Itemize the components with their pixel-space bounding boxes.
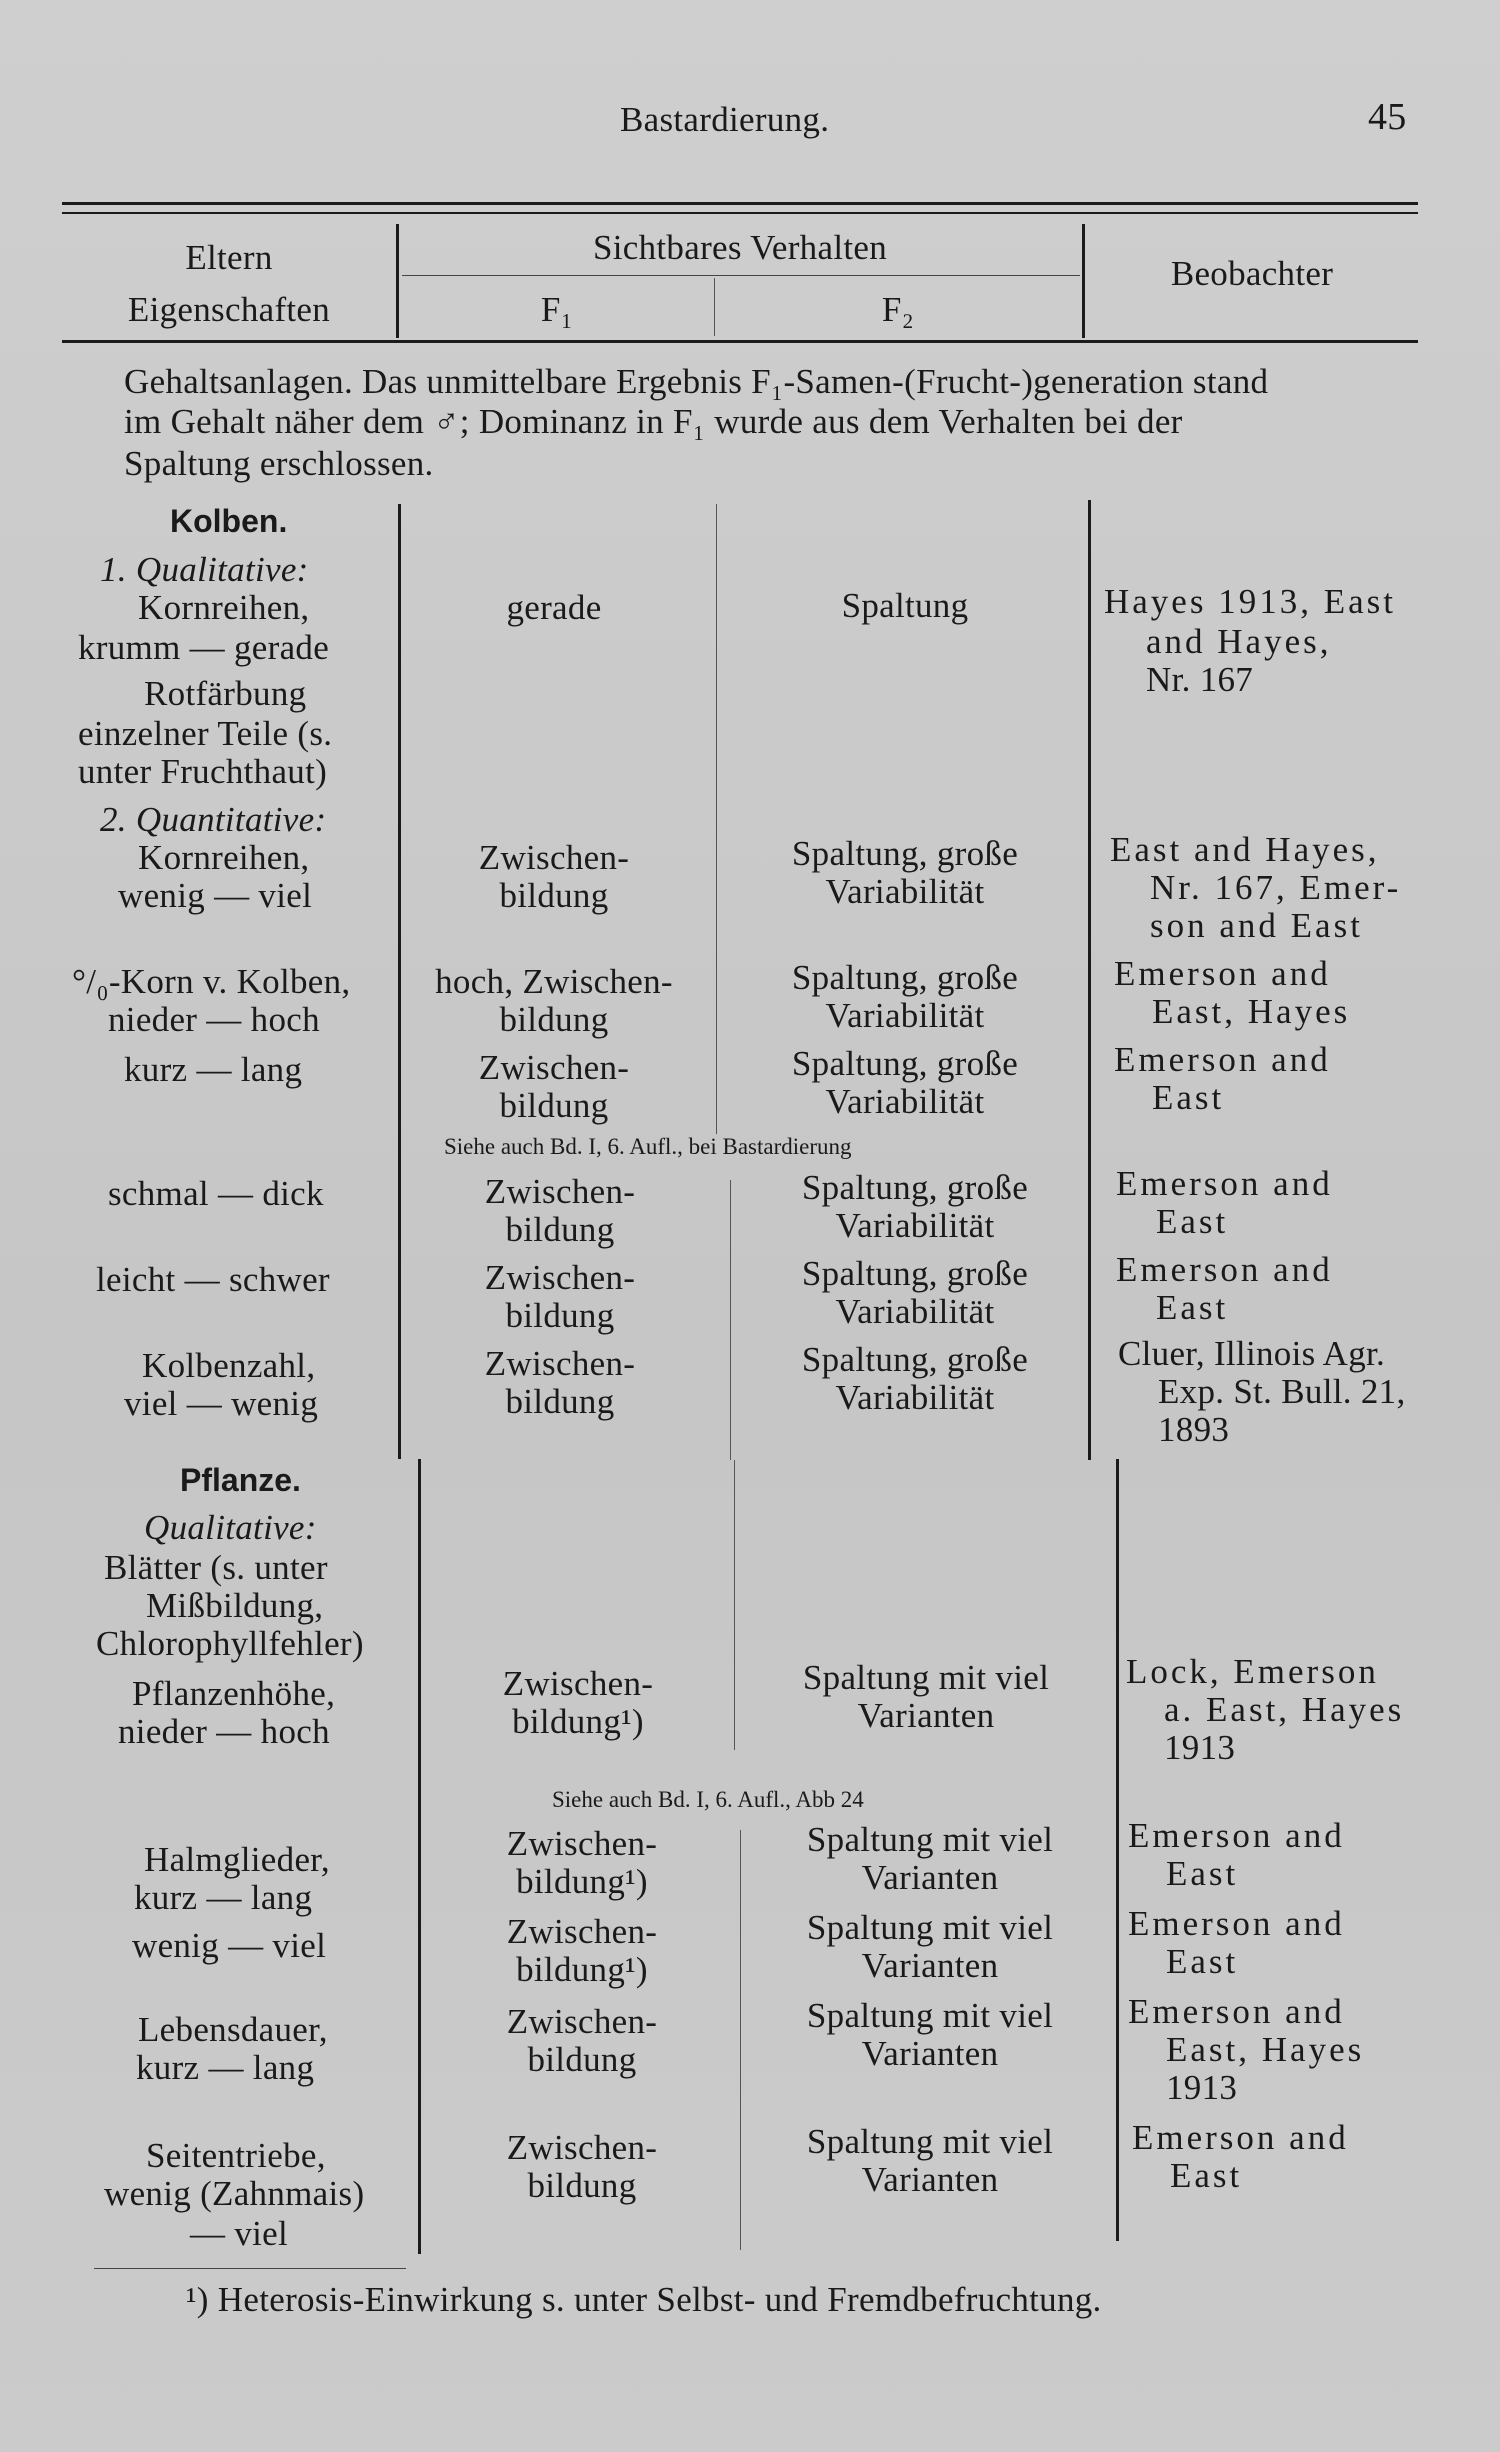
f2-text: Variabilität [835,1378,995,1417]
f2-text: Spaltung, große [791,958,1019,997]
f2-text: Spaltung, große [791,1044,1019,1083]
trait-text: wenig — viel [132,1926,327,1965]
f1-text: Zwischen- [506,2128,658,2167]
kolben-quantitative-label: 2. Quantitative: [100,800,327,839]
kolben-qualitative-label: 1. Qualitative: [100,550,309,589]
section-heading-kolben: Kolben. [170,503,288,539]
obs-text: East and Hayes, [1110,830,1380,869]
table-top-rule [62,202,1418,205]
intro-line-2: im Gehalt näher dem ♂; Dominanz in F₁ wurde aus dem Verhalten bei der [124,402,1183,441]
f2-text: Spaltung mit viel [806,1908,1054,1947]
head-f2: F₂ [881,290,915,329]
trait-text: Pflanzenhöhe, [132,1674,336,1713]
obs-text: 1893 [1158,1410,1230,1449]
col-rule-f1-top [716,504,717,1134]
trait-text: Halmglieder, [144,1840,330,1879]
f1-text: bildung [505,1296,615,1335]
obs-text: 1913 [1166,2068,1238,2107]
trait-text: °/₀-Korn v. Kolben, [72,962,351,1001]
trait-text: viel — wenig [124,1384,319,1423]
col-rule-obs-2 [1116,1459,1119,2241]
f2-text: Variabilität [835,1206,995,1245]
f1-text: Zwischen- [484,1172,636,1211]
trait-text: Kolbenzahl, [142,1346,316,1385]
obs-text: Emerson and [1114,954,1331,993]
f2-text: Varianten [861,2034,999,2073]
f1-text: bildung¹) [512,1702,644,1741]
f2-text: Spaltung mit viel [806,1996,1054,2035]
obs-text: Emerson and [1128,1816,1345,1855]
col-rule-f1-low [734,1460,735,1750]
f1-text: bildung [505,1210,615,1249]
f2-text: Varianten [861,2160,999,2199]
col-rule-trait-2 [418,1459,421,2254]
col-rule-trait [398,504,401,1459]
f2-text: Spaltung mit viel [806,2122,1054,2161]
table-top-rule-2 [62,212,1418,214]
f2-text: Spaltung mit viel [806,1820,1054,1859]
trait-text: nieder — hoch [118,1712,330,1751]
obs-text: Nr. 167 [1146,660,1254,699]
f1-text: Zwischen- [484,1258,636,1297]
obs-text: East [1156,1202,1229,1241]
obs-text: Exp. St. Bull. 21, [1158,1372,1406,1411]
intro-line-1: Gehaltsanlagen. Das unmittelbare Ergebnis F₁-Samen-(Frucht-)generation stand [124,362,1269,401]
trait-text: wenig (Zahnmais) [104,2174,365,2213]
obs-text: and Hayes, [1146,622,1332,661]
obs-text: Lock, Emerson [1126,1652,1379,1691]
trait-text: Kornreihen, [138,588,310,627]
f2-text: Varianten [857,1696,995,1735]
f1-text: Zwischen- [478,838,630,877]
trait-text: Blätter (s. unter [104,1548,328,1587]
footnote-rule [94,2268,406,2269]
head-subrule [402,275,1080,276]
obs-text: East [1156,1288,1229,1327]
f2-text: Variabilität [825,872,985,911]
trait-text: leicht — schwer [96,1260,330,1299]
head-parents-line1: Eltern [185,238,273,277]
section-heading-pflanze: Pflanze. [180,1462,301,1498]
f1-text: Zwischen- [484,1344,636,1383]
obs-text: East [1170,2156,1243,2195]
f1-text: bildung [527,2166,637,2205]
obs-text: Emerson and [1116,1250,1333,1289]
obs-text: Cluer, Illinois Agr. [1118,1334,1386,1373]
obs-text: East, Hayes [1152,992,1351,1031]
trait-text: schmal — dick [108,1174,324,1213]
f2-text: Spaltung, große [801,1254,1029,1293]
footnote: ¹) Heterosis-Einwirkung s. unter Selbst- und Fremdbefruchtung. [186,2280,1102,2319]
head-observer: Beobachter [1170,254,1334,293]
head-visible-behavior: Sichtbares Verhalten [592,228,887,267]
f2-text: Spaltung, große [801,1340,1029,1379]
trait-text: Chlorophyllfehler) [96,1624,364,1663]
obs-text: Emerson and [1128,1904,1345,1943]
f2-text: Spaltung, große [801,1168,1029,1207]
trait-text: einzelner Teile (s. [78,714,333,753]
head-divider-1 [396,224,399,338]
f1-text: bildung¹) [516,1950,648,1989]
head-f1: F₁ [540,290,574,329]
f1-text: gerade [506,588,602,627]
obs-text: Emerson and [1132,2118,1349,2157]
obs-text: East [1152,1078,1225,1117]
f2-text: Spaltung mit viel [802,1658,1050,1697]
trait-text: nieder — hoch [108,1000,320,1039]
trait-text: kurz — lang [134,1878,313,1917]
f2-text: Variabilität [825,1082,985,1121]
head-parents-line2: Eigenschaften [127,290,331,329]
trait-text: wenig — viel [118,876,313,915]
obs-text: Emerson and [1128,1992,1345,2031]
running-title: Bastardierung. [620,100,830,139]
trait-text: Mißbildung, [146,1586,324,1625]
trait-text: Seitentriebe, [146,2136,326,2175]
obs-text: 1913 [1164,1728,1236,1767]
f2-text: Varianten [861,1946,999,1985]
f2-text: Varianten [861,1858,999,1897]
trait-text: krumm — gerade [78,628,330,667]
f1-text: Zwischen- [506,2002,658,2041]
page-number: 45 [1368,96,1407,138]
trait-text: kurz — lang [124,1050,303,1089]
trait-text: Kornreihen, [138,838,310,877]
table-head-bottom-rule [62,340,1418,343]
obs-text: East [1166,1942,1239,1981]
f1-text: bildung [499,876,609,915]
obs-text: a. East, Hayes [1164,1690,1405,1729]
f1-text: bildung [527,2040,637,2079]
f1-text: Zwischen- [506,1912,658,1951]
obs-text: East [1166,1854,1239,1893]
head-divider-3 [1082,224,1085,338]
f1-text: bildung¹) [516,1862,648,1901]
f1-text: Zwischen- [478,1048,630,1087]
obs-text: Nr. 167, Emer- [1150,868,1402,907]
f1-text: hoch, Zwischen- [435,962,673,1001]
trait-text: Lebensdauer, [138,2010,328,2049]
f1-text: bildung [499,1000,609,1039]
obs-text: Hayes 1913, East [1104,582,1396,621]
obs-text: son and East [1150,906,1363,945]
f1-text: Zwischen- [506,1824,658,1863]
f2-text: Variabilität [835,1292,995,1331]
obs-text: Emerson and [1114,1040,1331,1079]
col-rule-f1-bottom [740,1830,741,2250]
col-rule-f1-mid [730,1180,731,1460]
cross-reference-note: Siehe auch Bd. I, 6. Aufl., bei Bastardierung [444,1134,852,1159]
f2-text: Spaltung [841,586,969,625]
trait-text: kurz — lang [136,2048,315,2087]
trait-text: unter Fruchthaut) [78,752,328,791]
f2-text: Spaltung, große [791,834,1019,873]
cross-reference-note: Siehe auch Bd. I, 6. Aufl., Abb 24 [552,1787,864,1812]
f2-text: Variabilität [825,996,985,1035]
trait-text: — viel [190,2214,289,2253]
col-rule-obs [1088,500,1091,1460]
obs-text: East, Hayes [1166,2030,1365,2069]
intro-line-3: Spaltung erschlossen. [124,444,434,483]
obs-text: Emerson and [1116,1164,1333,1203]
f1-text: Zwischen- [502,1664,654,1703]
head-divider-2 [714,278,715,336]
f1-text: bildung [499,1086,609,1125]
f1-text: bildung [505,1382,615,1421]
trait-text: Rotfärbung [144,674,307,713]
pflanze-qualitative-label: Qualitative: [144,1508,317,1547]
